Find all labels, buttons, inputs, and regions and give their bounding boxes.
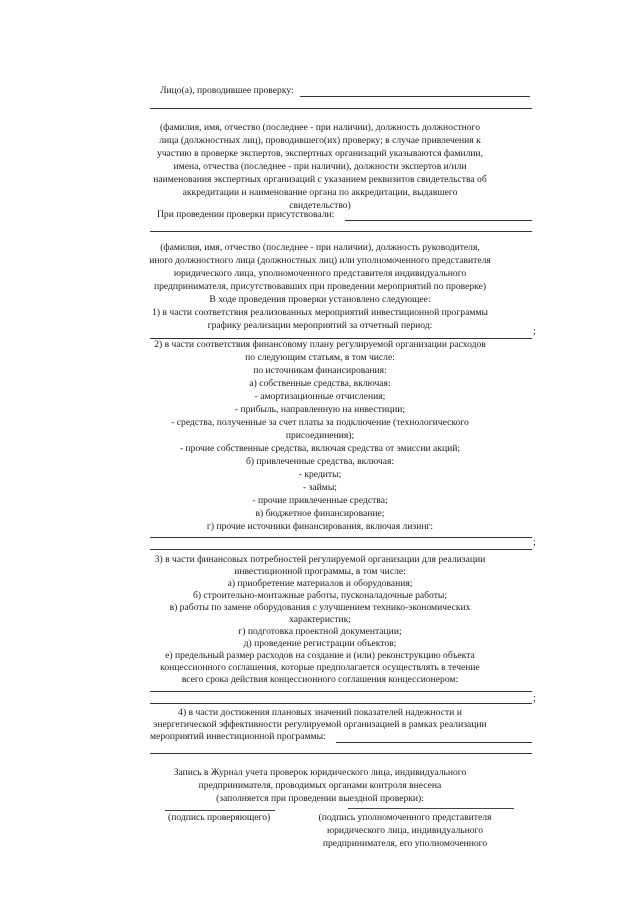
inspector-signature-field[interactable] <box>165 810 275 811</box>
item3-line: всего срока действия концессионного соглашения концессионером: <box>181 674 459 685</box>
present-field[interactable] <box>345 220 532 221</box>
item2-line: - займы; <box>303 482 337 493</box>
item2-line: а) собственные средства, включая: <box>249 378 391 389</box>
item3-line: б) строительно-монтажные работы, пусконаладочные работы; <box>192 590 448 601</box>
journal-line: Запись в Журнал учета проверок юридического лица, индивидуального <box>173 767 467 778</box>
item4-line: мероприятий инвестиционной программы: <box>150 731 326 742</box>
representative-signature-caption: предпринимателя, его уполномоченного <box>322 838 488 849</box>
item2-line: в) бюджетное финансирование; <box>255 508 385 519</box>
item4-line: 4) в части достижения плановых значений показателей надежности и <box>178 707 462 718</box>
item2-line: по следующим статьям, в том числе: <box>245 352 395 363</box>
inspector-field[interactable] <box>300 96 530 97</box>
item2-line: - средства, полученные за счет платы за подключение (технологического <box>171 417 469 428</box>
item3-line: г) подготовка проектной документации; <box>238 626 402 637</box>
item3-line: е) предельный размер расходов на создание и (или) реконструкцию объекта <box>165 650 475 661</box>
item2-line: - прочие собственные средства, включая средства от эмиссии акций; <box>179 443 461 454</box>
present-caption-line: иного должностного лица (должностных лиц) или уполномоченного представителя <box>149 255 491 266</box>
inspector-label: Лицо(а), проводившее проверку: <box>160 85 294 96</box>
item3-line: характеристик; <box>289 614 351 625</box>
item4-field[interactable] <box>336 742 532 743</box>
item2-line: - прочие привлеченные средства; <box>252 495 388 506</box>
representative-signature-field[interactable] <box>348 808 514 809</box>
present-label: При проведении проверки присутствовали: <box>157 209 335 220</box>
item1-line: графику реализации мероприятий за отчетный период: <box>207 320 433 331</box>
item4-line: энергетической эффективности регулируемой организацией в рамках реализации <box>153 719 487 730</box>
item3-field-line[interactable] <box>150 703 532 704</box>
item2-line: по источникам финансирования: <box>253 365 387 376</box>
journal-line: (заполняется при проведении выездной проверки): <box>216 793 424 804</box>
item4-field-line[interactable] <box>150 753 532 754</box>
representative-signature-caption: (подпись уполномоченного представителя <box>318 812 492 823</box>
inspector-caption-line: участию в проверке экспертов, экспертных организаций указываются фамилии, <box>156 148 484 159</box>
item1-semicolon: ; <box>533 326 536 337</box>
item2-semicolon: ; <box>533 537 536 548</box>
item3-line: а) приобретение материалов и оборудования; <box>227 578 413 589</box>
item2-line: - прибыль, направленную на инвестиции; <box>234 404 406 415</box>
present-caption-line: (фамилия, имя, отчество (последнее - при наличии), должность руководителя, <box>160 242 480 253</box>
inspector-caption-line: (фамилия, имя, отчество (последнее - при наличии), должность должностного <box>159 122 481 133</box>
inspector-field-line[interactable] <box>150 108 532 109</box>
representative-signature-caption: юридического лица, индивидуального <box>326 825 484 836</box>
present-caption-line: юридического лица, уполномоченного представителя индивидуального <box>173 268 467 279</box>
item3-line: инвестиционной программы, в том числе: <box>234 566 406 577</box>
item3-semicolon: ; <box>533 693 536 704</box>
inspector-caption-line: имена, отчества (последнее - при наличии), должности экспертов и/или <box>173 161 467 172</box>
item2-line: 2) в части соответствия финансовому плану регулируемой организации расходов <box>154 339 486 350</box>
findings-intro: В ходе проведения проверки установлено следующее: <box>209 294 431 305</box>
item3-line: концессионного соглашения, которые предполагается осуществлять в течение <box>160 662 480 673</box>
item3-line: 3) в части финансовых потребностей регулируемой организации для реализации <box>154 554 486 565</box>
item2-field[interactable] <box>150 537 532 538</box>
inspector-caption-line: аккредитации и наименование органа по аккредитации, выдавшего <box>182 187 458 198</box>
inspector-caption-line: лица (должностных лиц), проводившего(их) проверку; в случае привлечения к <box>159 135 481 146</box>
item3-line: д) проведение регистрации объектов; <box>243 638 397 649</box>
item2-line: - кредиты; <box>298 469 342 480</box>
item2-line: присоединения); <box>285 430 355 441</box>
item1-line: 1) в части соответствия реализованных мероприятий инвестиционной программы <box>152 307 488 318</box>
item3-field[interactable] <box>150 691 532 692</box>
inspector-signature-caption: (подпись проверяющего) <box>168 812 271 823</box>
journal-line: предпринимателя, проводимых органами контроля внесена <box>198 780 442 791</box>
inspector-caption-line: наименования экспертных организаций с указанием реквизитов свидетельства об <box>153 174 487 185</box>
item2-line: б) привлеченные средства, включая: <box>245 456 395 467</box>
inspector-caption-line: свидетельство) <box>289 200 351 211</box>
item3-line: в) работы по замене оборудования с улучшением технико-экономических <box>169 602 471 613</box>
present-field-line[interactable] <box>150 231 532 232</box>
present-caption-line: предпринимателя, присутствовавших при проведении мероприятий по проверке) <box>153 281 487 292</box>
item2-line: г) прочие источники финансирования, включая лизинг: <box>206 521 434 532</box>
item2-line: - амортизационные отчисления; <box>254 391 386 402</box>
item2-field-line[interactable] <box>150 549 532 550</box>
